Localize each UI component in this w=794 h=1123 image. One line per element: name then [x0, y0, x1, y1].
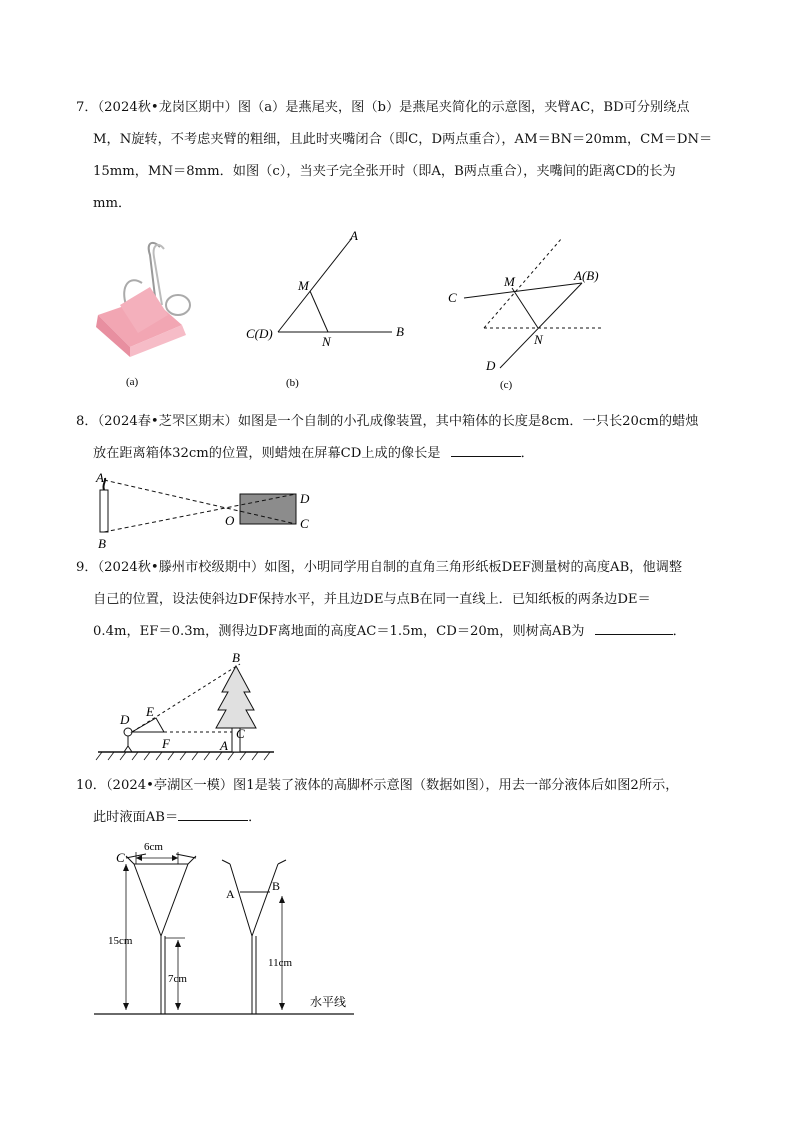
q10-label-7cm: 7cm [168, 973, 187, 985]
q9-figure [94, 648, 284, 764]
q8-figure [90, 468, 330, 552]
q8-label-O: O [225, 513, 235, 528]
q10-line-2 [76, 802, 716, 834]
fig-c-caption: (c) [500, 379, 513, 391]
q7-figure-b [240, 228, 420, 398]
q10-label-B: B [272, 879, 281, 893]
q9-tail: ． [672, 624, 686, 639]
question-7 [76, 92, 716, 220]
question-9 [76, 552, 716, 648]
fig-b-label-M: M [298, 278, 309, 293]
q8-line-2-text: 放在距离箱体32cm的位置，则蜡烛在屏幕CD上成的像长是 [93, 446, 441, 461]
q8-line-2 [76, 438, 716, 470]
q10-answer-blank[interactable] [178, 806, 248, 821]
q10-label-A: A [226, 887, 235, 901]
q9-line-1: 9．（2024秋•滕州市校级期中）如图，小明同学用自制的直角三角形纸板DEF测量树的高度AB，他调整 [76, 560, 683, 575]
fig-b-caption: (b) [286, 377, 299, 389]
q10-label-15cm: 15cm [108, 935, 133, 947]
question-8 [76, 406, 716, 470]
q7-line-2: M，N旋转，不考虑夹臂的粗细，且此时夹嘴闭合（即C，D两点重合），AM＝BN＝20mm，CM＝DN＝ [93, 132, 713, 147]
q9-line-3-text: 0.4m，EF＝0.3m，测得边DF离地面的高度AC＝1.5m，CD＝20m，则树高AB为 [93, 624, 585, 639]
q9-label-B: B [232, 650, 240, 665]
q9-label-E: E [146, 704, 154, 719]
q10-figure [90, 834, 370, 1024]
q9-label-F: F [162, 736, 170, 751]
q10-tail: ． [248, 810, 262, 825]
q10-label-6cm: 6cm [144, 841, 163, 853]
q7-line-4: mm． [93, 196, 132, 211]
q8-label-B: B [98, 536, 106, 551]
q7-line-3: 15mm，MN＝8mm．如图（c），当夹子完全张开时（即A，B两点重合），夹嘴间的距离CD的长为 [93, 164, 676, 179]
q8-tail: ． [520, 446, 534, 461]
q7-line-1: 7．（2024秋•龙岗区期中）图（a）是燕尾夹，图（b）是燕尾夹简化的示意图，夹臂AC，BD可分别绕点 [76, 100, 690, 115]
question-10 [76, 770, 716, 834]
q8-label-D: D [300, 491, 310, 506]
q9-label-D: D [120, 712, 130, 727]
q10-line-1: 10．（2024•亭湖区一模）图1是装了液体的高脚杯示意图（数据如图），用去一部分液体后如图2所示， [76, 778, 679, 793]
fig-c-label-M: M [504, 274, 515, 289]
q9-line-3 [76, 616, 716, 648]
q7-figure-a [90, 235, 200, 395]
q9-label-A: A [220, 738, 228, 753]
q8-label-C: C [300, 516, 309, 531]
q10-label-C: C [116, 850, 125, 865]
q10-line-2-text: 此时液面AB＝ [93, 810, 179, 825]
q9-answer-blank[interactable] [595, 620, 673, 635]
fig-b-label-N: N [322, 334, 331, 349]
binder-clip-image [96, 243, 190, 357]
q10-label-11cm: 11cm [268, 957, 293, 969]
q7-figure-c [440, 228, 620, 398]
q9-label-C: C [236, 726, 245, 741]
fig-c-label-N: N [534, 332, 543, 347]
fig-b-label-A: A [350, 228, 358, 243]
q9-line-2: 自己的位置，设法使斜边DF保持水平，并且边DE与点B在同一直线上．已知纸板的两条边DE＝ [93, 592, 651, 607]
fig-b-label-CD: C(D) [246, 326, 273, 341]
fig-c-label-C: C [448, 290, 457, 305]
fig-c-label-AB: A(B) [574, 268, 599, 283]
q10-label-ground: 水平线 [310, 995, 347, 1009]
q8-line-1: 8．（2024春•芝罘区期末）如图是一个自制的小孔成像装置，其中箱体的长度是8cm．一只长20cm的蜡烛 [76, 414, 699, 429]
fig-a-caption: (a) [126, 376, 139, 388]
fig-c-label-D: D [486, 358, 496, 373]
q8-answer-blank[interactable] [451, 442, 521, 457]
fig-b-label-B: B [396, 324, 404, 339]
q8-label-A: A [96, 470, 104, 485]
